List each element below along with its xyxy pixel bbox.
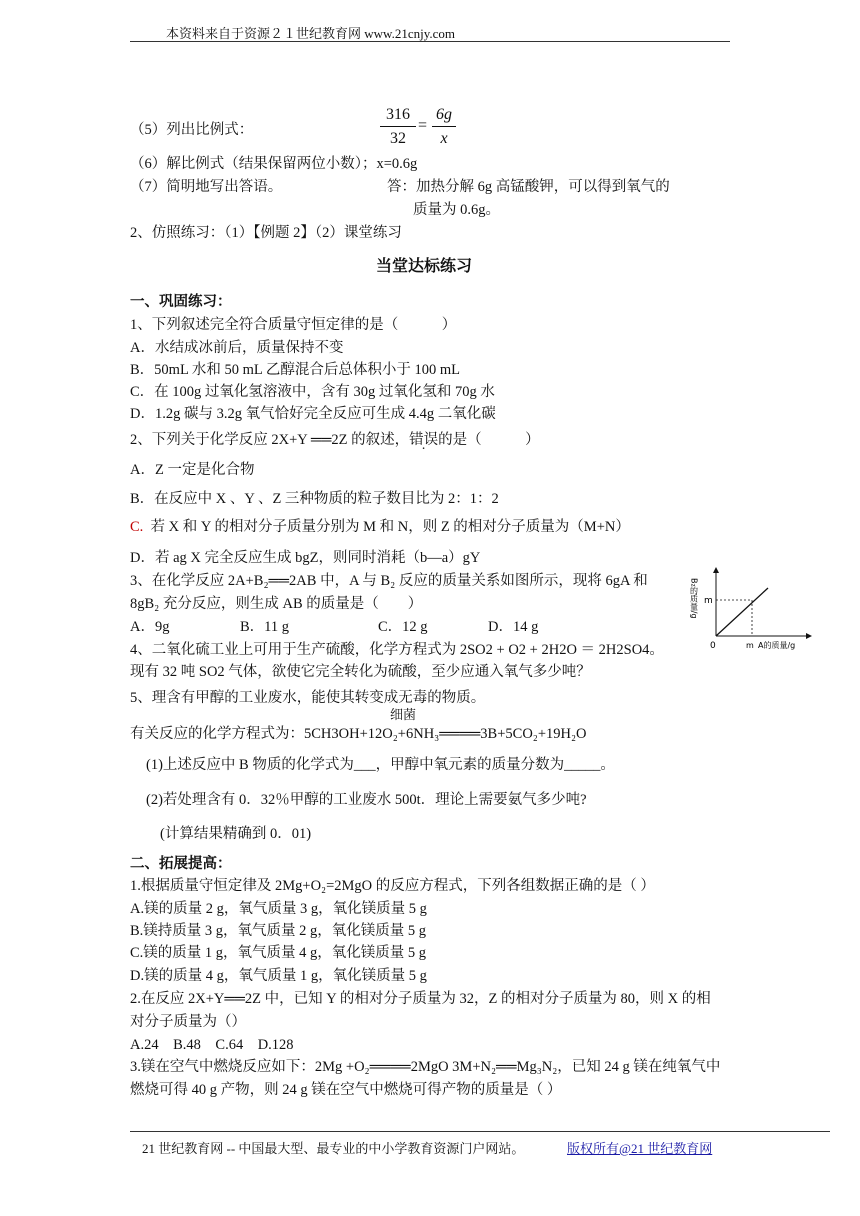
part1-heading: 一、巩固练习： <box>130 294 232 310</box>
ratio-fraction-left <box>380 104 416 151</box>
step7-answer-line1: 答：加热分解 6g 高锰酸钾，可以得到氧气的 <box>387 179 670 195</box>
option-letter: C. <box>130 519 144 535</box>
p1-q3-option-b: B．11 g <box>240 619 290 635</box>
footer-left-text: 21 世纪教育网 -- 中国最大型、最专业的中小学教育资源门户网站。 <box>142 1141 525 1156</box>
step7-answer-line2: 质量为 0.6g。 <box>413 202 500 218</box>
fraction-numerator: 316 <box>380 104 416 127</box>
p1-q2-option-d: D．若 ag X 完全反应生成 bgZ，则同时消耗（b—a）gY <box>130 550 481 566</box>
fraction-numerator: 6g <box>432 104 456 127</box>
equals-sign: = <box>418 117 428 134</box>
option-text: 若 X 和 Y 的相对分子质量分别为 M 和 N，则 Z 的相对分子质量为（M+N） <box>150 519 630 535</box>
p1-q2-option-b: B．在反应中 X 、Y 、Z 三种物质的粒子数目比为 2：1：2 <box>130 491 499 507</box>
p1-q1-option-d: D．1.2g 碳与 3.2g 氧气恰好完全反应可生成 4.4g 二氧化碳 <box>130 406 496 422</box>
step6: （6）解比例式（结果保留两位小数）；x=0.6g <box>130 156 418 172</box>
p1-q3-option-c: C．12 g <box>378 619 428 635</box>
p1-q2-option-a: A．Z 一定是化合物 <box>130 462 255 478</box>
p2-q2-line1: 2.在反应 2X+Y══2Z 中，已知 Y 的相对分子质量为 32，Z 的相对分子质量为 80，则 X 的相 <box>130 991 711 1007</box>
footer-copyright-link[interactable]: 版权所有@21 世纪教育网 <box>567 1141 713 1156</box>
part2-heading: 二、拓展提高： <box>130 856 232 872</box>
p1-q5-line1: 5、理含有甲醇的工业废水，能使其转变成无毒的物质。 <box>130 690 486 706</box>
p1-q4-line1: 4、二氧化硫工业上可用于生产硫酸，化学方程式为 2SO2 + O2 + 2H2O ＝ 2H2SO4。 <box>130 642 664 658</box>
p2-q1-option-b: B.镁持质量 3 g，氧气质量 2 g，氧化镁质量 5 g <box>130 923 427 939</box>
p1-q5-equation: 有关反应的化学方程式为：5CH3OH+12O₂+6NH₃════3B+5CO₂+19H₂O <box>130 726 587 742</box>
p1-q5-catalyst: 细菌 <box>390 707 417 722</box>
practice-line: 2、仿照练习：（1）【例题 2】（2）课堂练习 <box>130 225 402 241</box>
p1-q2-stem <box>130 428 540 449</box>
step5-label: （5）列出比例式： <box>130 122 254 138</box>
graph-x-label: A的质量/g <box>758 641 796 650</box>
graph-origin: 0 <box>710 641 716 651</box>
fraction-denominator: x <box>440 130 448 147</box>
p1-q1-option-a: A．水结成冰前后，质量保持不变 <box>130 340 344 356</box>
section-title: 当堂达标练习 <box>376 258 473 275</box>
mass-relation-graph <box>688 566 813 654</box>
p2-q3-line2: 燃烧可得 40 g 产物，则 24 g 镁在空气中燃烧可得产物的质量是（ ） <box>130 1082 562 1098</box>
p1-q5-note: (计算结果精确到 0．01) <box>160 826 312 842</box>
graph-y-label: B₂的质量/g <box>689 578 699 619</box>
fraction-denominator: 32 <box>390 130 406 147</box>
p1-q4-line2: 现有 32 吨 SO2 气体，欲使它完全转化为硫酸，至少应通入氧气多少吨？ <box>130 664 591 680</box>
p1-q3-option-d: D．14 g <box>488 619 539 635</box>
step7-label: （7）简明地写出答语。 <box>130 179 283 195</box>
p1-q2-option-c <box>130 515 630 536</box>
p1-q3-line2: 8gB₂ 充分反应，则生成 AB 的质量是（ ） <box>130 596 423 612</box>
p1-q3-line1: 3、在化学反应 2A+B₂══2AB 中，A 与 B₂ 反应的质量关系如图所示，现将 6gA 和 <box>130 573 648 589</box>
ratio-fraction-right <box>432 104 456 151</box>
page-header: 本资料来自于资源２１世纪教育网 www.21cnjy.com <box>166 26 455 41</box>
p1-q5-sub2: (2)若处理含有 0．32％甲醇的工业废水 500t．理论上需要氨气多少吨? <box>146 792 587 808</box>
p2-q1-option-c: C.镁的质量 1 g，氧气质量 4 g，氧化镁质量 5 g <box>130 945 427 961</box>
p1-q5-sub1: (1)上述反应中 B 物质的化学式为___，甲醇中氧元素的质量分数为_____。 <box>146 757 615 773</box>
graph-m-y: m <box>704 596 713 606</box>
p2-q2-options: A.24 B.48 C.64 D.128 <box>130 1037 294 1053</box>
emphasis-word: 错误 <box>409 432 439 448</box>
header-divider <box>130 41 730 42</box>
graph-m-x: m <box>746 641 754 650</box>
footer-divider <box>130 1131 830 1132</box>
p1-q1-stem: 1、下列叙述完全符合质量守恒定律的是（ ） <box>130 317 457 333</box>
p2-q1-option-a: A.镁的质量 2 g，氧气质量 3 g，氧化镁质量 5 g <box>130 901 427 917</box>
stem-text: 的是（ ） <box>438 432 540 448</box>
p2-q2-line2: 对分子质量为（） <box>130 1014 246 1030</box>
p2-q1-stem: 1.根据质量守恒定律及 2Mg+O₂=2MgO 的反应方程式，下列各组数据正确的是（ ） <box>130 878 655 894</box>
p1-q1-option-c: C．在 100g 过氧化氢溶液中，含有 30g 过氧化氢和 70g 水 <box>130 384 495 400</box>
p2-q1-option-d: D.镁的质量 4 g，氧气质量 1 g，氧化镁质量 5 g <box>130 968 427 984</box>
p1-q3-option-a: A．9g <box>130 619 170 635</box>
p1-q1-option-b: B．50mL 水和 50 mL 乙醇混合后总体积小于 100 mL <box>130 362 461 378</box>
p2-q3-line1: 3.镁在空气中燃烧反应如下：2Mg +O₂════2MgO 3M+N₂══Mg₃N₂，已知 24 g 镁在纯氧气中 <box>130 1059 721 1075</box>
stem-text: 2、下列关于化学反应 2X+Y ══2Z 的叙述， <box>130 432 410 448</box>
